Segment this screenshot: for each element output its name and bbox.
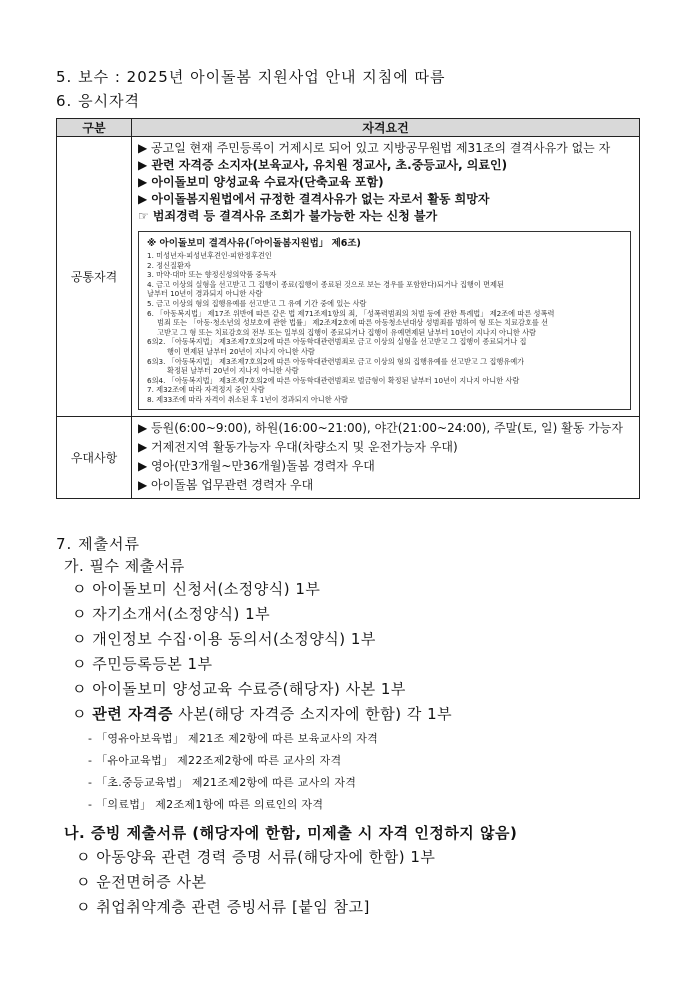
required-doc-item: ㅇ 아이돌보미 신청서(소정양식) 1부 — [72, 580, 321, 598]
certificate-type: - 「초.중등교육법」 제21조제2항에 따른 교사의 자격 — [88, 776, 357, 789]
cert-rest: 사본(해당 자격증 소지자에 한함) 각 1부 — [172, 705, 453, 723]
certificate-type: - 「유아교육법」 제22조제2항에 따른 교사의 자격 — [88, 754, 342, 767]
required-doc-item: ㅇ 아이돌보미 양성교육 수료증(해당자) 사본 1부 — [72, 680, 406, 698]
disqualification-item: 날부터 10년이 경과되지 아니한 사람 — [147, 289, 263, 299]
disqualification-item: 행이 면제된 날부터 20년이 지나지 아니한 사람 — [167, 346, 315, 356]
common-bullet: ▶ 아이돌봄지원법에서 규정한 결격사유가 없는 자로서 활동 희망자 — [138, 192, 490, 206]
disqualification-item: 고받고 그 형 또는 치료감호의 전부 또는 일부의 집행이 종료되거나 집행이 유예면제된 날부터 10년이 지나지 아니한 사람 — [157, 327, 536, 337]
required-doc-item: ㅇ 개인정보 수집·이용 동의서(소정양식) 1부 — [72, 630, 376, 648]
proof-docs-heading: 나. 증빙 제출서류 (해당자에 한함, 미제출 시 자격 인정하지 않음) — [64, 824, 518, 842]
preference-bullet: ▶ 영아(만3개월~만36개월)돌봄 경력자 우대 — [138, 458, 375, 473]
header-category: 구분 — [57, 119, 132, 137]
disqualification-item: 7. 제32조에 따라 자격정지 중인 사람 — [147, 385, 265, 395]
preference-bullet: ▶ 거제전지역 활동가능자 우대(차량소지 및 운전가능자 우대) — [138, 439, 458, 454]
required-docs-heading: 가. 필수 제출서류 — [64, 557, 185, 575]
disqualification-item: 6. 「아동복지법」 제17조 위반에 따른 같은 법 제71조제1항의 죄, 「성폭력범죄의 처벌 등에 관한 특례법」 제2조에 따른 성폭력 — [147, 308, 555, 318]
disqualification-title: ※ 아이돌보미 결격사유(「아이돌봄지원법」 제6조) — [147, 238, 361, 249]
disqualification-item: 6의4. 「아동복지법」 제3조제7호의2에 따른 아동학대관련범죄로 벌금형이 확정된 날부터 10년이 지나지 아니한 사람 — [147, 375, 520, 385]
cert-prefix: ㅇ — [72, 705, 93, 723]
disqualification-box — [138, 231, 631, 410]
section-6-heading: 6. 응시자격 — [56, 92, 141, 110]
disqualification-item: 1. 미성년자·피성년후견인·피한정후견인 — [147, 251, 272, 260]
required-doc-item-certificate — [72, 703, 452, 724]
proof-doc-item: ㅇ 취업취약계층 관련 증빙서류 [붙임 참고] — [76, 898, 370, 916]
section-5-heading: 5. 보수 : 2025년 아이돌봄 지원사업 안내 지침에 따름 — [56, 68, 446, 86]
disqualification-item: 확정된 날부터 20년이 지나지 아니한 사람 — [167, 366, 299, 376]
disqualification-item: 2. 정신질환자 — [147, 260, 191, 270]
disqualification-item: 8. 제33조에 따라 자격이 취소된 후 1년이 경과되지 아니한 사람 — [147, 394, 348, 404]
disqualification-item: 4. 금고 이상의 실형을 선고받고 그 집행이 종료(집행이 종료된 것으로 보는 경우를 포함한다)되거나 집행이 면제된 — [147, 279, 504, 289]
disqualification-item: 6의2. 「아동복지법」 제3조제7호의2에 따른 아동학대관련범죄로 금고 이상의 실형을 선고받고 그 집행이 종료되거나 집 — [147, 337, 527, 347]
common-label: 공통자격 — [57, 137, 132, 417]
disqualification-item: 6의3. 「아동복지법」 제3조제7호의2에 따른 아동학대관련범죄로 금고 이상의 형의 집행유예를 선고받고 그 집행유예가 — [147, 356, 525, 366]
disqualification-item: 범죄 또는 「아동·청소년의 성보호에 관한 법률」 제2조제2호에 따른 아동청소년대상 성범죄를 범하여 형 또는 치료감호를 선 — [157, 318, 549, 328]
common-bullet: ▶ 관련 자격증 소지자(보육교사, 유치원 정교사, 초.중등교사, 의료인) — [138, 158, 508, 172]
qualification-table — [56, 118, 640, 499]
common-bullet: ☞ 범죄경력 등 결격사유 조회가 불가능한 자는 신청 불가 — [138, 209, 438, 223]
preference-bullet: ▶ 등원(6:00~9:00), 하원(16:00~21:00), 야간(21:00~24:00), 주말(토, 일) 활동 가능자 — [138, 420, 623, 435]
preference-label: 우대사항 — [57, 416, 132, 498]
proof-doc-item: ㅇ 아동양육 관련 경력 증명 서류(해당자에 한함) 1부 — [76, 848, 436, 866]
preference-row — [57, 416, 640, 498]
cert-bold-label: 관련 자격증 — [92, 705, 173, 723]
common-bullet: ▶ 공고일 현재 주민등록이 거제시로 되어 있고 지방공무원법 제31조의 결격사유가 없는 자 — [138, 141, 611, 155]
certificate-type: - 「영유아보육법」 제21조 제2항에 따른 보육교사의 자격 — [88, 732, 379, 745]
required-doc-item: ㅇ 주민등록등본 1부 — [72, 655, 213, 673]
required-doc-item: ㅇ 자기소개서(소정양식) 1부 — [72, 605, 271, 623]
common-bullet: ▶ 아이돌보미 양성교육 수료자(단축교육 포함) — [138, 175, 384, 189]
disqualification-item: 3. 마약·대마 또는 향정신성의약품 중독자 — [147, 270, 277, 280]
disqualification-item: 5. 금고 이상의 형의 집행유예를 선고받고 그 유예 기간 중에 있는 사람 — [147, 298, 367, 308]
certificate-type: - 「의료법」 제2조제1항에 따른 의료인의 자격 — [88, 798, 324, 811]
header-requirements: 자격요건 — [132, 119, 640, 137]
section-7-heading: 7. 제출서류 — [56, 535, 141, 553]
preference-bullet: ▶ 아이돌봄 업무관련 경력자 우대 — [138, 477, 314, 492]
common-qualification-row — [57, 137, 640, 417]
proof-doc-item: ㅇ 운전면허증 사본 — [76, 873, 207, 891]
table-header-row — [57, 119, 640, 137]
